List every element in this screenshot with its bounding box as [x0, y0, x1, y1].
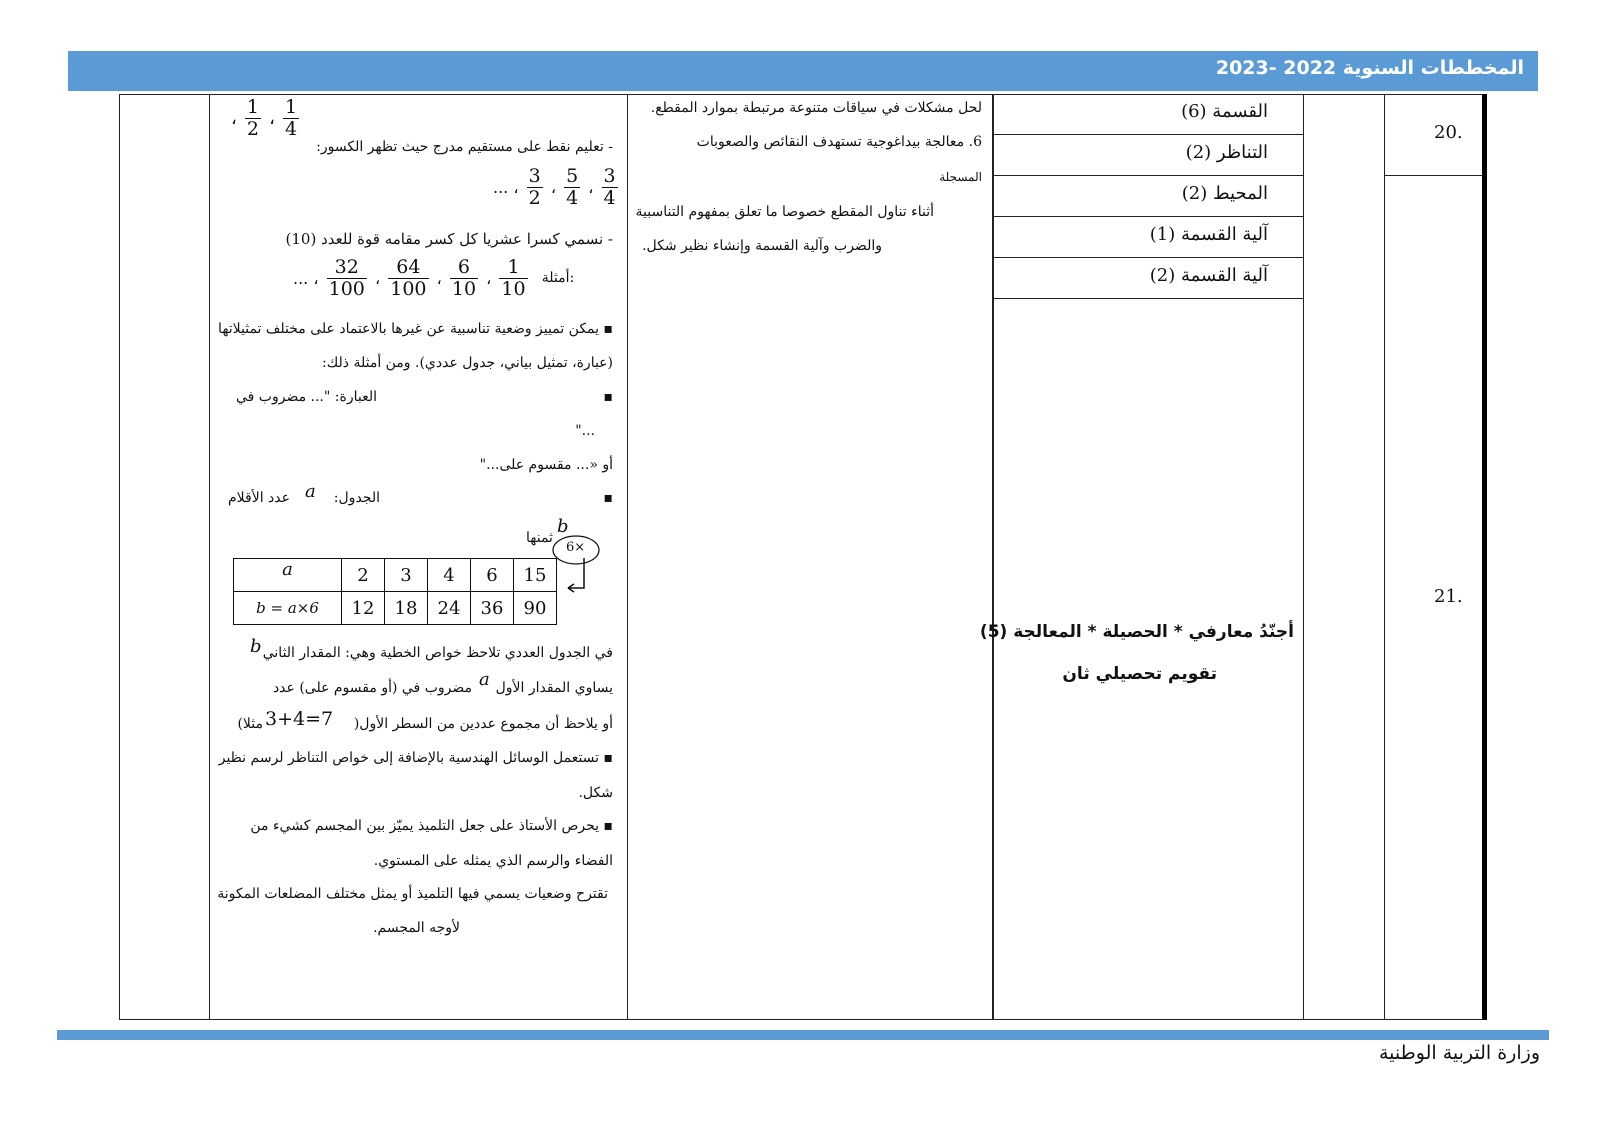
table-top-border — [119, 94, 1487, 95]
sum-example: 3+4=7 — [265, 708, 334, 730]
objective-line: لحل مشكلات في سياقات متنوعة مرتبطة بموارد المقطع. — [650, 100, 982, 116]
variable-b: b — [557, 516, 569, 537]
table-right-border — [1482, 94, 1487, 1020]
table-row — [234, 592, 557, 625]
count-label: عدد الأقلام — [228, 490, 290, 506]
lesson-item: آلية القسمة (1) — [1149, 224, 1268, 245]
fraction-group: ... ، $\frac{3}{2}$ ، $\frac{5}{4}$ ، $\frac{3}{4}$ — [493, 165, 616, 209]
col-divider — [1303, 94, 1304, 1020]
col-divider — [209, 94, 210, 1020]
row-divider — [1384, 175, 1482, 176]
header-band — [68, 51, 1538, 91]
price-label: ثمنها — [526, 530, 553, 546]
note-line: مثلا) — [237, 716, 263, 732]
variable-a: a — [305, 481, 316, 502]
fraction: $\frac{32}{100}$ — [328, 256, 365, 300]
objective-line: المسجلة — [939, 170, 982, 184]
col-divider — [992, 94, 994, 1020]
table-cell: 6 — [471, 559, 514, 592]
table-cell: 15 — [514, 559, 557, 592]
fraction: $\frac{1}{2}$ — [246, 96, 259, 140]
footer-ministry: وزارة التربية الوطنية — [1379, 1042, 1540, 1064]
fraction: $\frac{3}{2}$ — [528, 165, 541, 209]
note-line: العبارة: "... مضروب في — [235, 389, 377, 405]
col-divider — [627, 94, 628, 1020]
decimal-fraction-group: ... ، $\frac{32}{100}$ ، $\frac{64}{100}$ ، $\frac{6}{10}$ ، $\frac{1}{10}$ أمثلة: — [293, 256, 575, 300]
note-line: الفضاء والرسم الذي يمثله على المستوي. — [373, 853, 613, 869]
footer-band — [57, 1030, 1549, 1040]
table-left-border — [119, 94, 120, 1020]
section-title: أجنّدُ معارفي * الحصيلة * المعالجة (5) — [979, 622, 1294, 642]
proportion-table — [233, 558, 557, 625]
note-line: تقترح وضعيات يسمي فيها التلميذ أو يمثل مختلف المضلعات المكونة — [217, 886, 608, 902]
table-cell: 3 — [385, 559, 428, 592]
row-number: 21. — [1434, 586, 1463, 607]
section-subtitle: تقويم تحصيلي ثان — [1062, 664, 1217, 684]
variable-a: a — [479, 669, 490, 690]
table-cell: 24 — [428, 592, 471, 625]
table-cell: 36 — [471, 592, 514, 625]
lesson-divider — [993, 175, 1303, 176]
lesson-item: المحيط (2) — [1181, 183, 1268, 204]
table-cell: 90 — [514, 592, 557, 625]
lesson-divider — [993, 298, 1303, 299]
row-number: 20. — [1434, 122, 1463, 143]
examples-label: أمثلة: — [541, 270, 575, 287]
table-cell: b = a×6 — [234, 592, 342, 625]
header-title: المخططات السنوية 2022 -2023 — [1215, 57, 1524, 79]
table-cell: 18 — [385, 592, 428, 625]
fraction-intro: - تعليم نقط على مستقيم مدرج حيث تظهر الكسور: — [316, 139, 613, 155]
note-line: ▪ يمكن تمييز وضعية تناسبية عن غيرها بالاعتماد على مختلف تمثيلاتها — [218, 321, 613, 337]
note-line: ..." — [575, 423, 595, 439]
fraction: $\frac{5}{4}$ — [566, 165, 579, 209]
lesson-divider — [993, 257, 1303, 258]
fraction: $\frac{64}{100}$ — [390, 256, 427, 300]
fraction: $\frac{6}{10}$ — [451, 256, 477, 300]
note-line: في الجدول العددي تلاحظ خواص الخطية وهي: المقدار الثاني — [262, 645, 613, 661]
note-line: ▪ تستعمل الوسائل الهندسية بالإضافة إلى خواص التناظر لرسم نظير — [218, 750, 613, 766]
bullet-marker: ▪ — [603, 389, 613, 405]
lesson-divider — [993, 216, 1303, 217]
fraction: $\frac{1}{4}$ — [285, 96, 298, 140]
objective-line: والضرب وآلية القسمة وإنشاء نظير شكل. — [642, 238, 882, 254]
note-line: شكل. — [578, 785, 613, 801]
lesson-item: القسمة (6) — [1181, 101, 1268, 122]
col-divider — [1384, 94, 1385, 1020]
lesson-item: آلية القسمة (2) — [1149, 265, 1268, 286]
times-six: ×6 — [566, 540, 586, 555]
table-cell: 12 — [342, 592, 385, 625]
note-line: ▪ يحرص الأستاذ على جعل التلميذ يميّز بين المجسم كشيء من — [250, 818, 613, 834]
table-label: الجدول: — [333, 490, 380, 506]
bullet-marker: ▪ — [603, 490, 613, 506]
table-cell: 2 — [342, 559, 385, 592]
table-bottom-border — [119, 1019, 1487, 1020]
note-line: أو «... مقسوم على..." — [479, 457, 613, 473]
note-line: يساوي المقدار الأول — [495, 680, 613, 696]
objective-line: أثناء تناول المقطع خصوصا ما تعلق بمفهوم التناسبية — [635, 204, 934, 220]
table-row — [234, 559, 557, 592]
fraction-group: ، $\frac{1}{2}$ ، $\frac{1}{4}$ — [231, 96, 298, 140]
objective-line: 6. معالجة بيداغوجية تستهدف النقائص والصعوبات — [696, 134, 982, 150]
table-cell: a — [234, 559, 342, 592]
lesson-divider — [993, 134, 1303, 135]
note-line: أو يلاحظ أن مجموع عددين من السطر الأول( — [353, 716, 613, 732]
fraction: $\frac{3}{4}$ — [603, 165, 616, 209]
fraction: $\frac{1}{10}$ — [501, 256, 526, 300]
decimal-intro: - نسمي كسرا عشريا كل كسر مقامه قوة للعدد (10) — [285, 230, 613, 248]
table-cell: 4 — [428, 559, 471, 592]
note-line: مضروب في (أو مقسوم على) عدد — [272, 680, 472, 696]
lesson-item: التناظر (2) — [1185, 142, 1268, 163]
note-line: (عبارة، تمثيل بياني، جدول عددي). ومن أمثلة ذلك: — [321, 355, 613, 371]
note-line: لأوجه المجسم. — [373, 920, 460, 936]
variable-b: b — [250, 636, 262, 657]
